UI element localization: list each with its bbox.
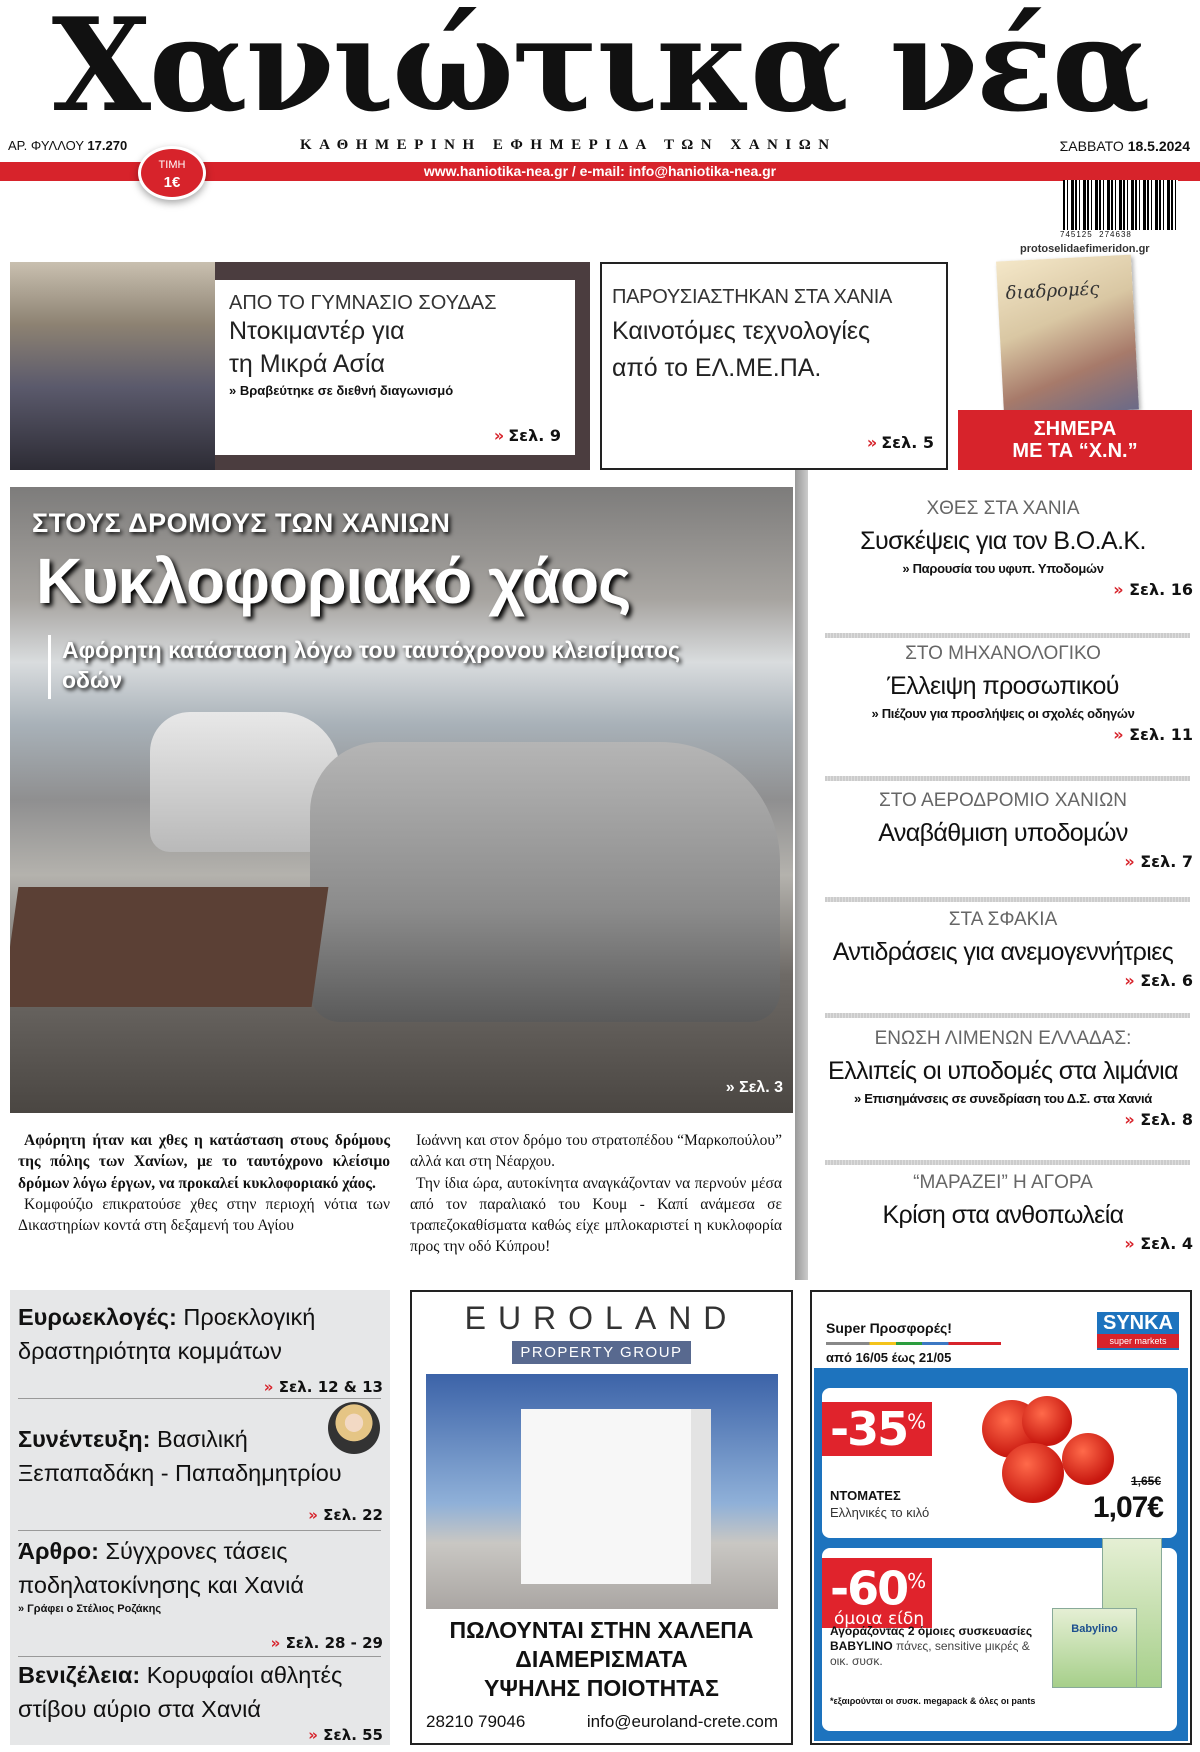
lead-title: Κυκλοφοριακό χάος [36, 545, 631, 617]
issue-label: ΑΡ. ΦΥΛΛΟΥ [8, 138, 84, 153]
divider [18, 1656, 381, 1657]
page-ref[interactable] [308, 1726, 383, 1744]
arrow-icon: » [308, 1726, 324, 1744]
ad-line: ΔΙΑΜΕΡΙΣΜΑΤΑ [515, 1646, 688, 1672]
ad-phone: 28210 79046 [426, 1712, 526, 1731]
teaser-kicker: ΑΠΟ ΤΟ ΓΥΜΝΑΣΙΟ ΣΟΥΔΑΣ [229, 292, 497, 314]
discount: -35 [830, 1402, 908, 1456]
day: ΣΑΒΒΑΤΟ [1059, 138, 1124, 154]
building-render [426, 1374, 778, 1609]
teaser-kicker: ΠΑΡΟΥΣΙΑΣΤΗΚΑΝ ΣΤΑ ΧΑΝΙΑ [612, 286, 893, 308]
story-headline: Συσκέψεις για τον Β.Ο.Α.Κ. [860, 527, 1146, 555]
synka-ad[interactable] [810, 1290, 1192, 1745]
euroland-tag: PROPERTY GROUP [512, 1341, 690, 1364]
price: 1,07€ [1092, 1491, 1163, 1524]
page-ref-text: Σελ. 28 - 29 [285, 1634, 383, 1652]
divider [18, 1530, 381, 1531]
euroland-logo: EUROLAND [464, 1300, 739, 1336]
product-name: ΝΤΟΜΑΤΕΣ [830, 1488, 901, 1503]
headline-line: από το ΕΛ.ΜΕ.ΠΑ. [612, 354, 822, 382]
brief-item[interactable] [18, 1658, 383, 1744]
arrow-icon: » [263, 1378, 279, 1396]
masthead-title: Χανιώτικα νέα [51, 0, 1149, 141]
page-ref-text: Σελ. 8 [1140, 1110, 1193, 1129]
divider [825, 1160, 1190, 1165]
offers-heading: Super Προσφορές! [826, 1320, 952, 1336]
page-ref[interactable] [271, 1634, 383, 1652]
article-col-2 [410, 1130, 782, 1258]
story-headline: Έλλειψη προσωπικού [887, 672, 1119, 700]
offer-desc [830, 1624, 1040, 1669]
tomato-image [1002, 1443, 1064, 1503]
supplement-banner[interactable] [958, 410, 1192, 470]
divider [825, 633, 1190, 638]
arrow-icon: » [1113, 725, 1130, 744]
subtitle-bar [48, 635, 51, 699]
barcode-right: 274638 [1099, 230, 1132, 239]
brief-label: Βενιζέλεια: [18, 1662, 141, 1688]
page-ref[interactable] [813, 971, 1193, 991]
offer-babylino [822, 1548, 1177, 1731]
article-paragraph: Κομφούζιο επικρατούσε χθες στην περιοχή νότια των Δικαστηρίων κοντά στη δεξαμενή του Αγίου [18, 1195, 390, 1235]
pack-brand: Babylino [1071, 1623, 1118, 1635]
arrow-icon: » [866, 433, 878, 452]
page-ref[interactable] [867, 433, 934, 452]
date-value: 18.5.2024 [1127, 138, 1190, 154]
building [521, 1409, 711, 1584]
page-ref-text: Σελ. 16 [1129, 580, 1193, 599]
ad-contact [426, 1712, 778, 1732]
page-ref[interactable] [308, 1506, 383, 1524]
discount-note: όμοια είδη [834, 1609, 925, 1630]
article-col-1 [18, 1130, 390, 1236]
story-kicker: ΕΝΩΣΗ ΛΙΜΕΝΩΝ ΕΛΛΑΔΑΣ: [874, 1028, 1132, 1049]
story-sub: » Παρουσία του υφυπ. Υποδομών [902, 561, 1104, 576]
offer-tomatoes [822, 1388, 1177, 1538]
students-photo [10, 262, 215, 470]
arrow-icon: » [270, 1634, 286, 1652]
brief-body: Κορυφαίοι αθλητές στίβου αύριο στα Χανιά [18, 1662, 343, 1722]
article-lead: Αφόρητη ήταν και χθες η κατάσταση στους δρόμους της πόλης των Χανίων, με το ταυτόχρονο κλείσιμο δρόμων λόγω έργων, να προκαλεί κυκλοφοριακό χάος. [18, 1132, 390, 1192]
teaser-headline [229, 315, 561, 381]
fine-print: *εξαιρούνται οι συσκ. megapack & όλες οι pants [830, 1696, 1036, 1706]
column-shadow [795, 470, 808, 1280]
lead-kicker: ΣΤΟΥΣ ΔΡΟΜΟΥΣ ΤΩΝ ΧΑΝΙΩΝ [32, 508, 451, 538]
arrow-icon: » [1124, 1110, 1141, 1129]
brief-item[interactable] [18, 1300, 383, 1396]
right-story-4[interactable] [813, 909, 1193, 991]
brief-text [18, 1422, 383, 1490]
discount: -60 [830, 1561, 908, 1616]
page-ref[interactable] [264, 1378, 383, 1396]
story-kicker: “ΜΑΡΑΖΕΙ” Η ΑΓΟΡΑ [913, 1172, 1093, 1193]
brief-label: Συνέντευξη: [18, 1426, 151, 1452]
product-desc: Ελληνικές το κιλό [830, 1505, 930, 1520]
right-story-6[interactable] [813, 1172, 1193, 1254]
diaper-pack [1052, 1608, 1137, 1688]
ad-email[interactable]: info@euroland-crete.com [586, 1712, 778, 1731]
story-kicker: ΣΤΟ ΑΕΡΟΔΡΟΜΙΟ ΧΑΝΙΩΝ [879, 790, 1127, 811]
arrow-icon: » [1124, 1234, 1141, 1253]
arrow-icon: » [493, 426, 505, 445]
headline-line: Καινοτόμες τεχνολογίες [612, 317, 871, 345]
teaser-panel [215, 280, 575, 455]
tomato-image [1022, 1396, 1072, 1446]
teaser-sub: » Βραβεύτηκε σε διεθνή διαγωνισμό [229, 383, 454, 398]
arrow-icon: » [1124, 971, 1141, 990]
issue-value: 17.270 [87, 138, 128, 153]
lead-photo[interactable] [10, 487, 793, 1113]
brief-label: Ευρωεκλογές: [18, 1304, 177, 1330]
page-ref-text: Σελ. 5 [881, 433, 934, 452]
teaser-documentary[interactable] [10, 262, 590, 470]
euroland-ad[interactable] [410, 1290, 793, 1745]
page-ref[interactable] [813, 725, 1193, 745]
desc-bold: Αγοράζοντας 2 όμοιες συσκευασίες BABYLINO [830, 1624, 1033, 1653]
brief-body: Βασιλική Ξεπαπαδάκη - Παπαδημητρίου [18, 1426, 342, 1486]
teaser-headline [612, 313, 936, 387]
story-headline: Αντιδράσεις για ανεμογεννήτριες [832, 938, 1174, 966]
right-story-2[interactable] [813, 643, 1193, 745]
lead-subtitle: Αφόρητη κατάσταση λόγω του ταυτόχρονου κλεισίματος οδών [62, 637, 681, 693]
brief-body: Προεκλογική δραστηριότητα κομμάτων [18, 1304, 316, 1364]
page-ref[interactable] [813, 580, 1193, 600]
pct: % [907, 1569, 925, 1593]
supplement-title: διαδρομές [1005, 278, 1100, 305]
price-value: 1€ [163, 174, 181, 191]
brief-item[interactable] [18, 1422, 383, 1524]
tomato-image [1062, 1433, 1114, 1485]
ad-headline [412, 1616, 791, 1703]
story-kicker: ΧΘΕΣ ΣΤΑ ΧΑΝΙΑ [926, 498, 1080, 519]
divider [18, 1398, 381, 1399]
divider [825, 1013, 1190, 1018]
right-story-3[interactable] [813, 790, 1193, 872]
discount-badge [822, 1402, 932, 1456]
pct: % [907, 1409, 925, 1434]
arrow-icon: » [308, 1506, 324, 1524]
ad-line: ΥΨΗΛΗΣ ΠΟΙΟΤΗΤΑΣ [484, 1675, 719, 1701]
page-ref-text: Σελ. 9 [508, 426, 561, 445]
brief-sub: » Γράφει ο Στέλιος Ροζάκης [18, 1603, 162, 1615]
headline-line: τη Μικρά Ασία [229, 350, 385, 378]
desc: πάνες, sensitive μικρές & οικ. συσκ. [830, 1639, 1030, 1668]
brief-text [18, 1300, 383, 1368]
discount-badge [822, 1558, 932, 1628]
banner-line: ΣΗΜΕΡΑ [1033, 418, 1117, 440]
ad-line: ΠΩΛΟΥΝΤΑΙ ΣΤΗΝ ΧΑΛΕΠΑ [449, 1617, 754, 1643]
right-story-1[interactable] [813, 498, 1193, 600]
synka-logo [1097, 1312, 1179, 1350]
lead-page-ref[interactable]: » Σελ. 3 [725, 1079, 783, 1096]
story-headline: Κρίση στα ανθοπωλεία [882, 1201, 1124, 1229]
page-ref-text: Σελ. 22 [323, 1506, 383, 1524]
brief-item[interactable] [18, 1534, 383, 1652]
story-sub: » Επισημάνσεις σε συνεδρίαση του Δ.Σ. στα Χανιά [853, 1091, 1153, 1106]
brief-text [18, 1658, 383, 1726]
barcode-left: 745125 [1060, 230, 1093, 239]
price-badge [138, 146, 206, 200]
brand: SYNKA [1102, 1312, 1173, 1334]
divider [825, 776, 1190, 781]
page-ref[interactable] [813, 1110, 1193, 1130]
supplement-cover[interactable] [996, 255, 1139, 417]
tagline: ΚΑΘΗΜΕΡΙΝΗ ΕΦΗΜΕΡΙΔΑ ΤΩΝ ΧΑΝΙΩΝ [300, 137, 837, 153]
divider [825, 897, 1190, 902]
page-ref-text: Σελ. 4 [1140, 1234, 1193, 1253]
page-ref-text: Σελ. 11 [1129, 725, 1193, 744]
banner-line: ΜΕ ΤΑ “Χ.Ν.” [1012, 440, 1138, 462]
page-ref-text: Σελ. 55 [323, 1726, 383, 1744]
article-paragraph: Την ίδια ώρα, αυτοκίνητα αναγκάζονταν να περνούν μέσα από τον παραλιακό του Κουμ - Καπί ανάμεσα σε τραπεζοκαθίσματα καθώς είχε μπλοκαριστεί η κυκλοφορία προς την οδό Κύπρου! [410, 1174, 782, 1256]
issue-number [8, 138, 127, 153]
page-ref[interactable] [813, 1234, 1193, 1254]
cafe-table [10, 887, 328, 1007]
offers-panel [814, 1368, 1188, 1741]
page-ref-text: Σελ. 12 & 13 [278, 1378, 383, 1396]
barcode-numbers [1060, 230, 1132, 240]
story-headline: Αναβάθμιση υποδομών [878, 819, 1128, 847]
page-ref-text: Σελ. 7 [1140, 852, 1193, 871]
story-sub: » Πιέζουν για προσλήψεις οι σχολές οδηγών [871, 706, 1135, 721]
issue-date [1060, 138, 1190, 154]
brief-text [18, 1534, 383, 1602]
brief-label: Άρθρο: [18, 1538, 99, 1564]
offers-dates: από 16/05 έως 21/05 [826, 1350, 952, 1365]
barcode [1063, 180, 1178, 230]
page-ref-text: Σελ. 6 [1140, 971, 1193, 990]
right-story-5[interactable] [813, 1028, 1193, 1130]
teaser-technologies[interactable] [600, 262, 948, 470]
page-ref[interactable] [813, 852, 1193, 872]
color-stripe [826, 1342, 1001, 1345]
arrow-icon: » [1124, 852, 1141, 871]
page-ref[interactable] [494, 426, 561, 445]
story-kicker: ΣΤΟ ΜΗΧΑΝΟΛΟΓΙΚΟ [905, 643, 1101, 664]
site-watermark: protoselidaefimeridon.gr [1020, 243, 1150, 255]
contact-line[interactable]: www.haniotika-nea.gr / e-mail: info@haniotika-nea.gr [423, 163, 777, 179]
briefs-box [10, 1290, 390, 1745]
brand-sub: super markets [1097, 1334, 1179, 1348]
arrow-icon: » [1113, 580, 1130, 599]
price-label: ΤΙΜΗ [158, 159, 186, 171]
article-paragraph: Ιωάννη και στον δρόμο του στρατοπέδου “Μαρκοπούλου” αλλά και στη Νέαρχου. [410, 1132, 782, 1171]
headline-line: Ντοκιμαντέρ για [229, 317, 405, 345]
old-price: 1,65€ [1130, 1474, 1161, 1488]
silver-car [310, 742, 780, 1022]
brief-body: Σύγχρονες τάσεις ποδηλατοκίνησης και Χανιά [18, 1538, 304, 1598]
story-headline: Ελλιπείς οι υποδομές στα λιμάνια [828, 1057, 1178, 1085]
story-kicker: ΣΤΑ ΣΦΑΚΙΑ [948, 909, 1058, 930]
